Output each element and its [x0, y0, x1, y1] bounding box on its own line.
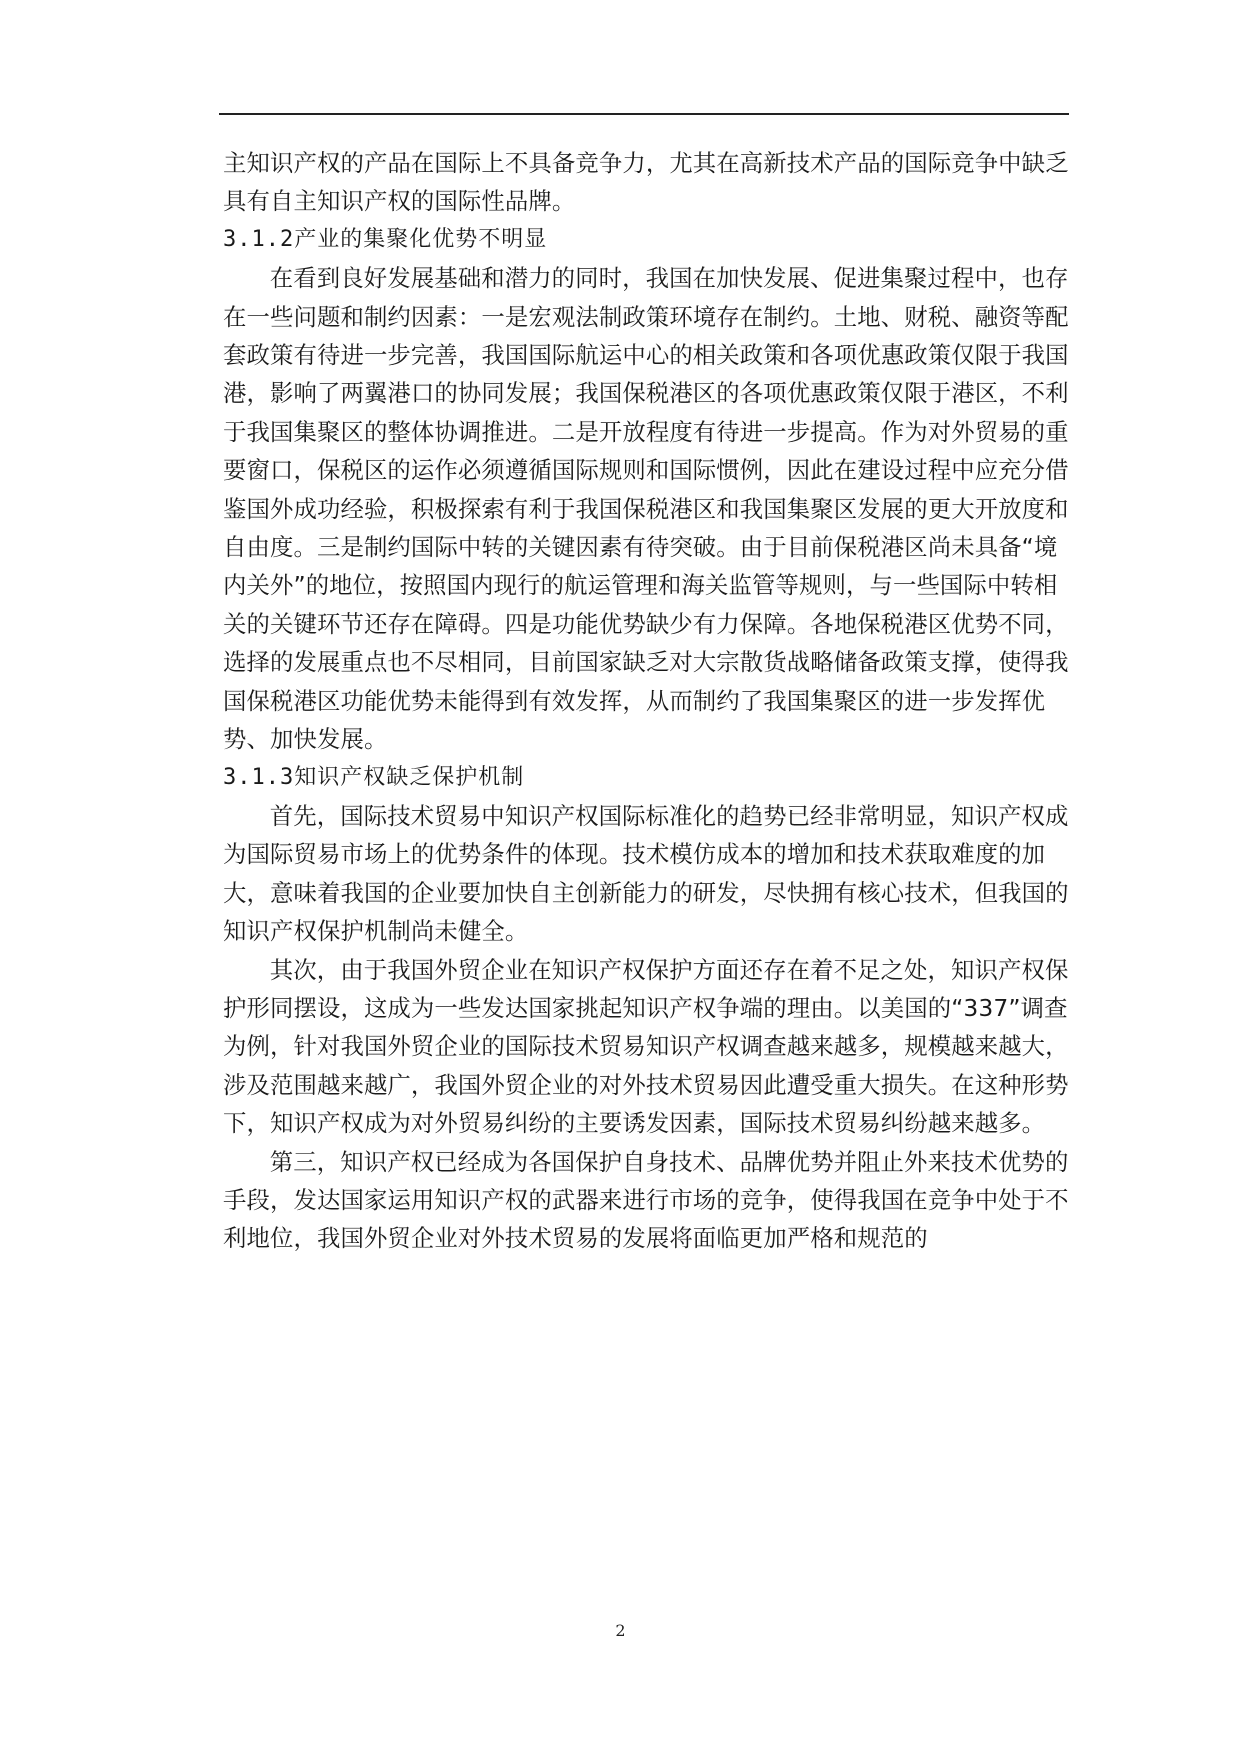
- body-paragraph: 在看到良好发展基础和潜力的同时，我国在加快发展、促进集聚过程中，也存在一些问题和制约因素：一是宏观法制政策环境存在制约。土地、财税、融资等配套政策有待进一步完善，我国国际航运中心的相关政策和各项优惠政策仅限于我国港，影响了两翼港口的协同发展；我国保税港区的各项优惠政策仅限于港区，不利于我国集聚区的整体协调推进。二是开放程度有待进一步提高。作为对外贸易的重要窗口，保税区的运作必须遵循国际规则和国际惯例，因此在建设过程中应充分借鉴国外成功经验，积极探索有利于我国保税港区和我国集聚区发展的更大开放度和自由度。三是制约国际中转的关键因素有待突破。由于目前保税港区尚未具备“境内关外”的地位，按照国内现行的航运管理和海关监管等规则，与一些国际中转相关的关键环节还存在障碍。四是功能优势缺少有力保障。各地保税港区优势不同，选择的发展重点也不尽相同，目前国家缺乏对大宗散货战略储备政策支撑，使得我国保税港区功能优势未能得到有效发挥，从而制约了我国集聚区的进一步发挥优势、加快发展。: [223, 264, 1069, 754]
- body-paragraph: 首先，国际技术贸易中知识产权国际标准化的趋势已经非常明显，知识产权成为国际贸易市场上的优势条件的体现。技术模仿成本的增加和技术获取难度的加大，意味着我国的企业要加快自主创新能力的研发，尽快拥有核心技术，但我国的知识产权保护机制尚未健全。: [223, 801, 1069, 946]
- header-rule: [219, 113, 1069, 115]
- page-number: 2: [615, 1621, 626, 1640]
- body-paragraph: 其次，由于我国外贸企业在知识产权保护方面还存在着不足之处，知识产权保护形同摆设，这成为一些发达国家挑起知识产权争端的理由。以美国的“337”调查为例，针对我国外贸企业的国际技术贸易知识产权调查越来越多，规模越来越大，涉及范围越来越广，我国外贸企业的对外技术贸易因此遭受重大损失。在这种形势下，知识产权成为对外贸易纠纷的主要诱发因素，国际技术贸易纠纷越来越多。: [223, 955, 1069, 1138]
- section-heading-3-1-2: 3.1.2产业的集聚化优势不明显: [223, 226, 548, 252]
- section-heading-3-1-3: 3.1.3知识产权缺乏保护机制: [223, 764, 525, 790]
- document-body: [223, 144, 1069, 1258]
- opening-paragraph: 主知识产权的产品在国际上不具备竞争力，尤其在高新技术产品的国际竞争中缺乏具有自主知识产权的国际性品牌。: [223, 149, 1069, 216]
- body-paragraph: 第三，知识产权已经成为各国保护自身技术、品牌优势并阻止外来技术优势的手段，发达国家运用知识产权的武器来进行市场的竞争，使得我国在竞争中处于不利地位，我国外贸企业对外技术贸易的发展将面临更加严格和规范的: [223, 1147, 1069, 1253]
